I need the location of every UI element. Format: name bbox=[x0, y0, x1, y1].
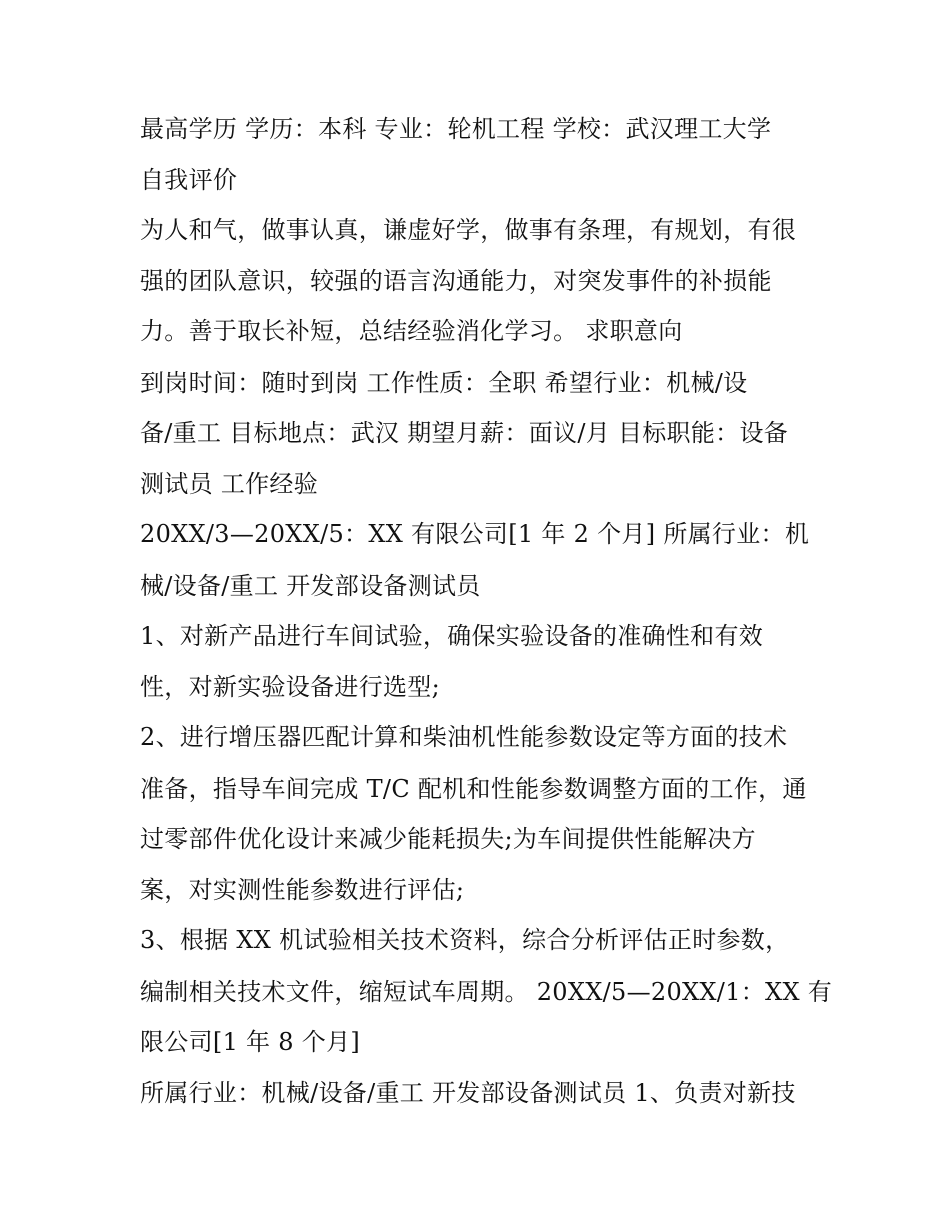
text-line: 案，对实测性能参数进行评估; bbox=[140, 876, 465, 904]
text-line: 测试员 工作经验 bbox=[140, 470, 319, 498]
text-line: 备/重工 目标地点：武汉 期望月薪：面议/月 目标职能：设备 bbox=[140, 419, 789, 447]
text-line: 最高学历 学历：本科 专业：轮机工程 学校：武汉理工大学 bbox=[140, 115, 772, 143]
text-line: 2、进行增压器匹配计算和柴油机性能参数设定等方面的技术 bbox=[140, 723, 788, 751]
text-line: 20XX/3—20XX/5：XX 有限公司[1 年 2 个月] 所属行业：机 bbox=[140, 520, 810, 548]
text-line: 性，对新实验设备进行选型; bbox=[140, 673, 440, 701]
text-line: 自我评价 bbox=[140, 166, 238, 194]
text-line: 过零部件优化设计来减少能耗损失;为车间提供性能解决方 bbox=[140, 825, 756, 853]
text-line: 编制相关技术文件，缩短试车周期。 20XX/5—20XX/1：XX 有 bbox=[140, 978, 833, 1006]
text-line: 力。善于取长补短，总结经验消化学习。 求职意向 bbox=[140, 317, 683, 345]
text-line: 到岗时间：随时到岗 工作性质：全职 希望行业：机械/设 bbox=[140, 369, 748, 397]
text-line: 1、对新产品进行车间试验，确保实验设备的准确性和有效 bbox=[140, 622, 764, 650]
text-line: 3、根据 XX 机试验相关技术资料，综合分析评估正时参数， bbox=[140, 926, 790, 954]
text-line: 所属行业：机械/设备/重工 开发部设备测试员 1、负责对新技 bbox=[140, 1079, 796, 1107]
text-line: 械/设备/重工 开发部设备测试员 bbox=[140, 572, 481, 600]
text-line: 强的团队意识，较强的语言沟通能力，对突发事件的补损能 bbox=[140, 267, 772, 295]
text-line: 限公司[1 年 8 个月] bbox=[140, 1028, 361, 1056]
text-line: 为人和气，做事认真，谦虚好学，做事有条理，有规划，有很 bbox=[140, 216, 797, 244]
text-line: 准备，指导车间完成 T/C 配机和性能参数调整方面的工作，通 bbox=[140, 775, 807, 803]
